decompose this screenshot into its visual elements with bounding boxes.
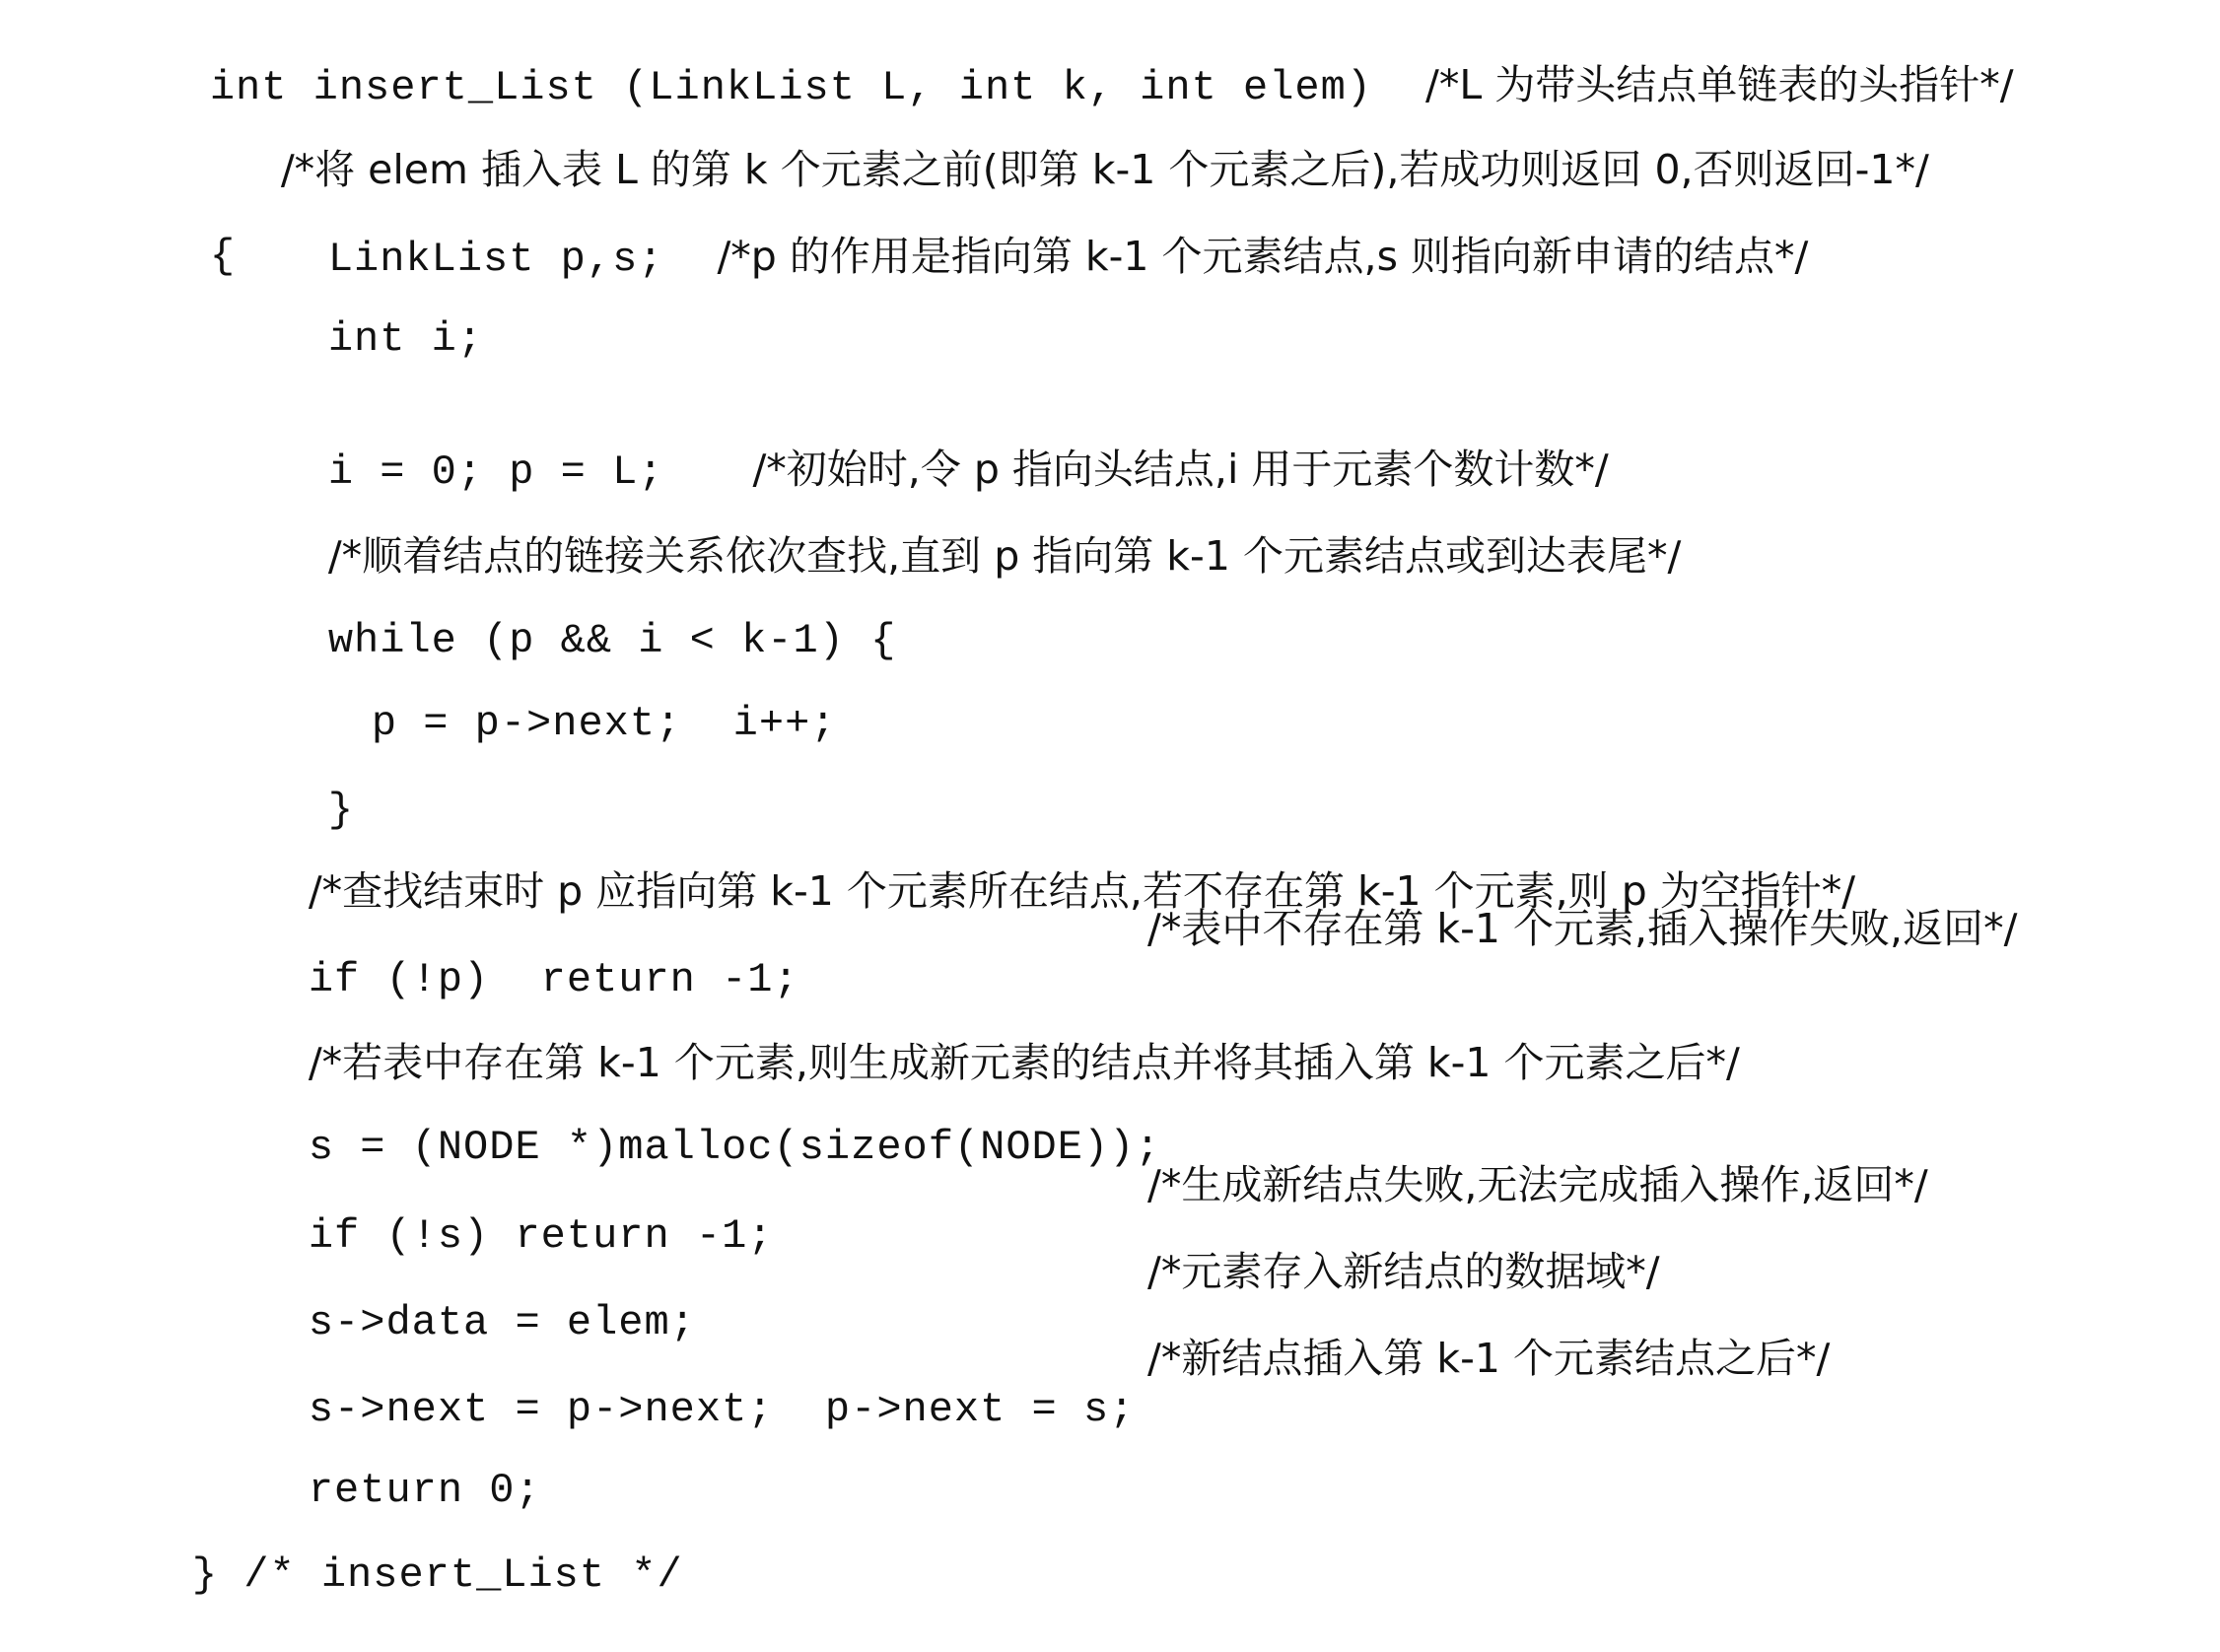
- assign-data-code: s->data = elem;: [308, 1299, 696, 1346]
- return-code: return 0;: [308, 1467, 541, 1514]
- assign-data-comment: /*元素存入新结点的数据域*/: [1147, 1248, 1660, 1295]
- signature-comment: /*L 为带头结点单链表的头指针*/: [1425, 61, 2014, 108]
- initialization-comment: /*初始时,令 p 指向头结点,i 用于元素个数计数*/: [752, 446, 1609, 493]
- function-end-code: } /* insert_List */: [191, 1551, 683, 1599]
- pointer-declaration: LinkList p,s;: [327, 236, 664, 283]
- declaration-line: [106, 179, 236, 333]
- null-check-s-code: if (!s) return -1;: [308, 1212, 774, 1260]
- null-check-p-comment: /*表中不存在第 k-1 个元素,插入操作失败,返回*/: [1147, 905, 2018, 952]
- null-check-s-comment: /*生成新结点失败,无法完成插入操作,返回*/: [1147, 1161, 1928, 1208]
- initialization-code: i = 0; p = L;: [327, 448, 664, 496]
- function-signature: int insert_List (LinkList L, int k, int elem): [209, 64, 1373, 111]
- null-check-p-code: if (!p) return -1;: [308, 956, 799, 1003]
- open-brace: {: [209, 233, 237, 280]
- insert-description-comment: /*若表中存在第 k-1 个元素,则生成新元素的结点并将其插入第 k-1 个元素之后*/: [308, 1039, 1740, 1086]
- counter-declaration: int i;: [327, 315, 484, 363]
- function-description-comment: /*将 elem 插入表 L 的第 k 个元素之前(即第 k-1 个元素之后),若成功则返回 0,否则返回-1*/: [280, 146, 1929, 193]
- loop-close-brace: }: [327, 787, 355, 834]
- pointer-declaration-comment: /*p 的作用是指向第 k-1 个元素结点,s 则指向新申请的结点*/: [717, 233, 1809, 280]
- while-loop-header: while (p && i < k-1) {: [327, 617, 897, 664]
- link-node-comment: /*新结点插入第 k-1 个元素结点之后*/: [1147, 1335, 1831, 1382]
- search-result-comment: /*查找结束时 p 应指向第 k-1 个元素所在结点,若不存在第 k-1 个元素,则 p 为空指针*/: [308, 867, 1856, 915]
- search-description-comment: /*顺着结点的链接关系依次查找,直到 p 指向第 k-1 个元素结点或到达表尾*/: [327, 532, 1682, 580]
- loop-body: p = p->next; i++;: [371, 700, 837, 747]
- link-node-code: s->next = p->next; p->next = s;: [308, 1386, 1136, 1433]
- malloc-code: s = (NODE *)malloc(sizeof(NODE));: [308, 1124, 1161, 1171]
- function-end-line: [89, 1498, 683, 1652]
